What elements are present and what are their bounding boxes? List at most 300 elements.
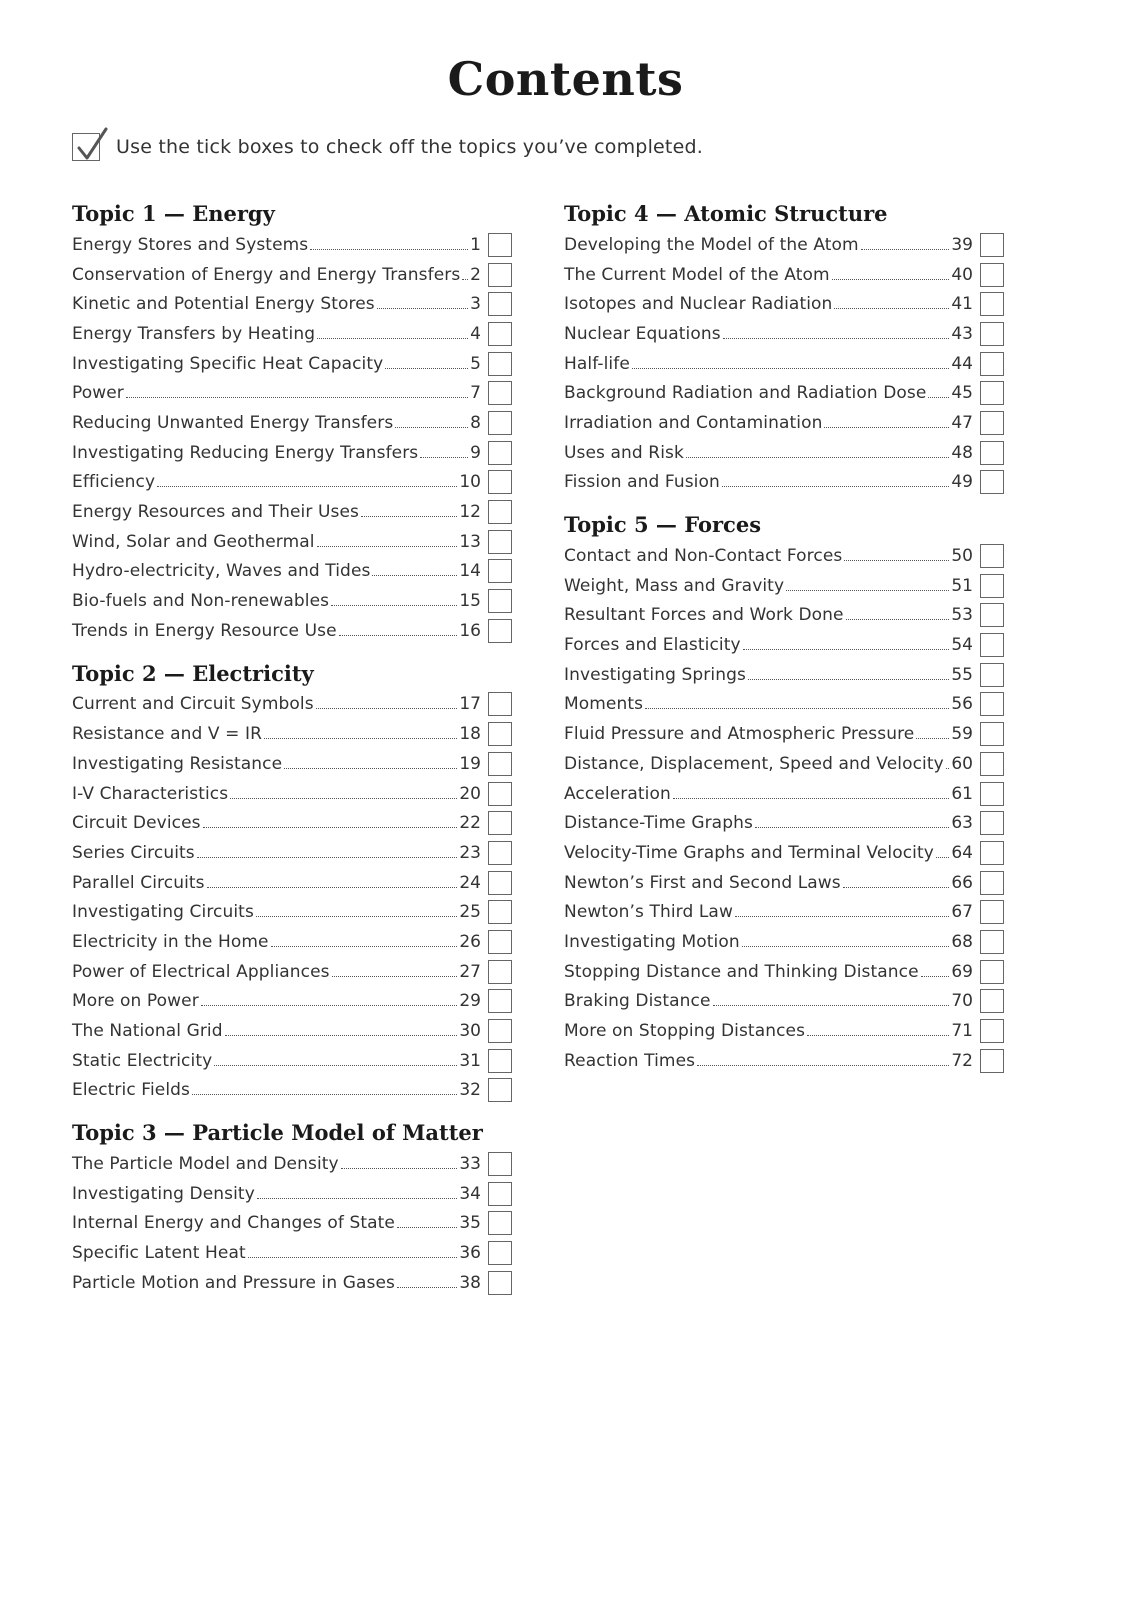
entry-title: Static Electricity xyxy=(72,1050,213,1071)
tick-box[interactable] xyxy=(980,544,1004,568)
contents-entry xyxy=(72,408,512,438)
contents-entry xyxy=(564,378,1004,408)
tick-box[interactable] xyxy=(488,752,512,776)
contents-entry xyxy=(564,719,1004,749)
contents-entry xyxy=(72,497,512,527)
contents-entry xyxy=(72,719,512,749)
page-number: 5 xyxy=(470,353,481,374)
tick-box[interactable] xyxy=(980,322,1004,346)
contents-entry xyxy=(72,260,512,290)
entry-title: The National Grid xyxy=(72,1021,223,1042)
contents-entry xyxy=(72,1238,512,1268)
page-number: 36 xyxy=(459,1243,481,1264)
tick-box[interactable] xyxy=(488,1152,512,1176)
entry-title: Investigating Motion xyxy=(564,931,740,952)
entry-title: Investigating Specific Heat Capacity xyxy=(72,353,384,374)
page-number: 51 xyxy=(951,575,973,596)
dot-leader xyxy=(316,707,458,709)
page-number: 25 xyxy=(459,902,481,923)
entry-title: Series Circuits xyxy=(72,842,195,863)
tick-box[interactable] xyxy=(488,233,512,257)
tick-box[interactable] xyxy=(488,530,512,554)
page-number: 72 xyxy=(951,1050,973,1071)
dot-leader xyxy=(824,426,949,428)
page-number: 29 xyxy=(459,991,481,1012)
dot-leader xyxy=(339,634,458,636)
entry-title: The Current Model of the Atom xyxy=(564,264,830,285)
page-number: 26 xyxy=(459,931,481,952)
entry-title: Forces and Elasticity xyxy=(564,635,741,656)
contents-entry xyxy=(564,571,1004,601)
tick-box[interactable] xyxy=(488,1211,512,1235)
page-number: 68 xyxy=(951,931,973,952)
page-number: 30 xyxy=(459,1021,481,1042)
dot-leader xyxy=(632,367,949,369)
dot-leader xyxy=(361,515,457,517)
dot-leader xyxy=(844,559,949,561)
dot-leader xyxy=(397,1286,457,1288)
tick-box[interactable] xyxy=(980,263,1004,287)
entry-title: Fission and Fusion xyxy=(564,472,720,493)
dot-leader xyxy=(861,248,950,250)
dot-leader xyxy=(207,886,458,888)
dot-leader xyxy=(928,396,949,398)
dot-leader xyxy=(331,604,457,606)
page-number: 19 xyxy=(459,753,481,774)
page-number: 66 xyxy=(951,872,973,893)
tick-box[interactable] xyxy=(488,811,512,835)
tick-box[interactable] xyxy=(980,663,1004,687)
dot-leader xyxy=(735,915,949,917)
tick-box[interactable] xyxy=(488,692,512,716)
page-number: 17 xyxy=(459,694,481,715)
tick-box[interactable] xyxy=(980,574,1004,598)
page-number: 69 xyxy=(951,961,973,982)
page-number: 55 xyxy=(951,664,973,685)
contents-entry xyxy=(564,601,1004,631)
contents-entry xyxy=(72,230,512,260)
contents-entry xyxy=(564,957,1004,987)
tick-box[interactable] xyxy=(980,752,1004,776)
entry-title: Background Radiation and Radiation Dose xyxy=(564,383,927,404)
page-number: 53 xyxy=(951,605,973,626)
entry-title: Fluid Pressure and Atmospheric Pressure xyxy=(564,724,915,745)
intro-line xyxy=(72,130,703,164)
entry-title: Investigating Resistance xyxy=(72,753,283,774)
tick-box[interactable] xyxy=(488,322,512,346)
contents-entry xyxy=(72,319,512,349)
entry-title: Energy Resources and Their Uses xyxy=(72,502,359,523)
entry-title: Moments xyxy=(564,694,644,715)
page-number: 18 xyxy=(459,724,481,745)
dot-leader xyxy=(748,678,949,680)
dot-leader xyxy=(673,797,950,799)
entry-title: Particle Motion and Pressure in Gases xyxy=(72,1272,395,1293)
tick-box[interactable] xyxy=(980,900,1004,924)
dot-leader xyxy=(786,589,949,591)
entry-title: Energy Transfers by Heating xyxy=(72,323,316,344)
tick-box[interactable] xyxy=(980,381,1004,405)
page-number: 44 xyxy=(951,353,973,374)
entry-title: Distance, Displacement, Speed and Velocity xyxy=(564,753,944,774)
page-number: 56 xyxy=(951,694,973,715)
page-number: 1 xyxy=(470,234,481,255)
entry-title: Investigating Density xyxy=(72,1183,255,1204)
entry-title: Wind, Solar and Geothermal xyxy=(72,531,315,552)
page-number: 64 xyxy=(951,842,973,863)
dot-leader xyxy=(332,975,458,977)
dot-leader xyxy=(742,945,950,947)
page-number: 48 xyxy=(951,442,973,463)
dot-leader xyxy=(284,767,457,769)
page-number: 35 xyxy=(459,1213,481,1234)
dot-leader xyxy=(317,337,468,339)
tick-box[interactable] xyxy=(488,619,512,643)
topic-heading: Topic 5 — Forces xyxy=(564,512,762,538)
dot-leader xyxy=(372,574,457,576)
contents-entry xyxy=(564,230,1004,260)
dot-leader xyxy=(201,1004,458,1006)
page-number: 34 xyxy=(459,1183,481,1204)
tick-box[interactable] xyxy=(980,782,1004,806)
page-number: 15 xyxy=(459,591,481,612)
topic-section xyxy=(564,509,1004,1075)
entry-title: Contact and Non-Contact Forces xyxy=(564,546,843,567)
contents-entry xyxy=(564,319,1004,349)
tick-box[interactable] xyxy=(488,930,512,954)
entry-title: Reducing Unwanted Energy Transfers xyxy=(72,412,394,433)
dot-leader xyxy=(377,307,468,309)
topic-section xyxy=(72,198,512,646)
topic-section xyxy=(72,658,512,1106)
page-number: 59 xyxy=(951,724,973,745)
page-number: 32 xyxy=(459,1080,481,1101)
dot-leader xyxy=(397,1226,457,1228)
page-number: 12 xyxy=(459,502,481,523)
tick-box[interactable] xyxy=(980,841,1004,865)
contents-entry xyxy=(564,749,1004,779)
page-number: 16 xyxy=(459,620,481,641)
tick-box[interactable] xyxy=(980,352,1004,376)
contents-entry xyxy=(564,438,1004,468)
dot-leader xyxy=(157,485,457,487)
dot-leader xyxy=(946,767,950,769)
contents-entry xyxy=(564,349,1004,379)
page-number: 50 xyxy=(951,546,973,567)
page-number: 27 xyxy=(459,961,481,982)
dot-leader xyxy=(192,1093,457,1095)
tick-box[interactable] xyxy=(488,841,512,865)
contents-entry xyxy=(72,1016,512,1046)
tick-box[interactable] xyxy=(488,500,512,524)
page-number: 43 xyxy=(951,323,973,344)
page-number: 70 xyxy=(951,991,973,1012)
contents-entry xyxy=(564,468,1004,498)
topic-heading: Topic 3 — Particle Model of Matter xyxy=(72,1120,483,1146)
page-number: 41 xyxy=(951,294,973,315)
dot-leader xyxy=(230,797,457,799)
page-number: 14 xyxy=(459,561,481,582)
tick-box[interactable] xyxy=(488,1078,512,1102)
entry-title: Hydro-electricity, Waves and Tides xyxy=(72,561,371,582)
contents-entry xyxy=(72,289,512,319)
page-number: 13 xyxy=(459,531,481,552)
dot-leader xyxy=(723,337,950,339)
entry-title: Stopping Distance and Thinking Distance xyxy=(564,961,919,982)
entry-title: Circuit Devices xyxy=(72,813,201,834)
contents-entry xyxy=(564,897,1004,927)
entry-title: Bio-fuels and Non-renewables xyxy=(72,591,330,612)
entry-title: I-V Characteristics xyxy=(72,783,229,804)
tick-box[interactable] xyxy=(488,722,512,746)
tick-box[interactable] xyxy=(488,1182,512,1206)
page-number: 9 xyxy=(470,442,481,463)
contents-entry xyxy=(564,1016,1004,1046)
contents-entry xyxy=(72,557,512,587)
contents-entry xyxy=(72,468,512,498)
contents-entry xyxy=(72,527,512,557)
contents-entry xyxy=(564,779,1004,809)
dot-leader xyxy=(645,707,949,709)
page-number: 45 xyxy=(951,383,973,404)
tick-box[interactable] xyxy=(488,989,512,1013)
entry-title: Power xyxy=(72,383,124,404)
entry-title: Kinetic and Potential Energy Stores xyxy=(72,294,375,315)
tick-box[interactable] xyxy=(980,871,1004,895)
checkmark-icon xyxy=(72,133,100,161)
contents-entry xyxy=(72,957,512,987)
page-number: 54 xyxy=(951,635,973,656)
page-number: 10 xyxy=(459,472,481,493)
contents-entry xyxy=(564,408,1004,438)
tick-box[interactable] xyxy=(488,1019,512,1043)
dot-leader xyxy=(743,648,950,650)
contents-entry xyxy=(72,1076,512,1106)
tick-box[interactable] xyxy=(488,292,512,316)
page-number: 7 xyxy=(470,383,481,404)
entry-title: Current and Circuit Symbols xyxy=(72,694,314,715)
dot-leader xyxy=(755,826,949,828)
tick-box[interactable] xyxy=(980,603,1004,627)
entry-title: More on Power xyxy=(72,991,199,1012)
entry-title: Isotopes and Nuclear Radiation xyxy=(564,294,833,315)
entry-title: Developing the Model of the Atom xyxy=(564,234,859,255)
contents-entry xyxy=(564,868,1004,898)
dot-leader xyxy=(807,1034,949,1036)
tick-box[interactable] xyxy=(488,782,512,806)
contents-entry xyxy=(72,378,512,408)
dot-leader xyxy=(257,1197,458,1199)
entry-title: Distance-Time Graphs xyxy=(564,813,753,834)
entry-title: Newton’s Third Law xyxy=(564,902,733,923)
tick-box[interactable] xyxy=(980,411,1004,435)
contents-entry xyxy=(72,838,512,868)
entry-title: Nuclear Equations xyxy=(564,323,721,344)
contents-entry xyxy=(72,1179,512,1209)
tick-box[interactable] xyxy=(488,470,512,494)
page-number: 38 xyxy=(459,1272,481,1293)
dot-leader xyxy=(385,367,468,369)
intro-text: Use the tick boxes to check off the topics you’ve completed. xyxy=(116,136,703,158)
contents-entry xyxy=(72,438,512,468)
dot-leader xyxy=(846,618,950,620)
contents-entry xyxy=(564,808,1004,838)
tick-box[interactable] xyxy=(980,292,1004,316)
entry-title: Braking Distance xyxy=(564,991,711,1012)
entry-title: Irradiation and Contamination xyxy=(564,412,823,433)
dot-leader xyxy=(225,1034,458,1036)
tick-box[interactable] xyxy=(488,411,512,435)
page-number: 63 xyxy=(951,813,973,834)
tick-box[interactable] xyxy=(980,233,1004,257)
dot-leader xyxy=(462,278,468,280)
contents-entry xyxy=(564,630,1004,660)
contents-entry xyxy=(72,1149,512,1179)
dot-leader xyxy=(264,737,457,739)
contents-entry xyxy=(564,690,1004,720)
dot-leader xyxy=(916,737,949,739)
tick-box[interactable] xyxy=(980,441,1004,465)
tick-box[interactable] xyxy=(488,1271,512,1295)
entry-title: Reaction Times xyxy=(564,1050,696,1071)
contents-entry xyxy=(564,260,1004,290)
entry-title: Half-life xyxy=(564,353,630,374)
entry-title: Efficiency xyxy=(72,472,156,493)
page-number: 24 xyxy=(459,872,481,893)
topic-section xyxy=(564,198,1004,497)
entry-title: Velocity-Time Graphs and Terminal Velocity xyxy=(564,842,934,863)
topic-heading: Topic 2 — Electricity xyxy=(72,660,314,686)
dot-leader xyxy=(722,485,950,487)
page-number: 71 xyxy=(951,1021,973,1042)
tick-box[interactable] xyxy=(980,989,1004,1013)
tick-box[interactable] xyxy=(980,930,1004,954)
tick-box[interactable] xyxy=(488,1241,512,1265)
entry-title: Investigating Circuits xyxy=(72,902,254,923)
tick-box[interactable] xyxy=(488,1049,512,1073)
tick-box[interactable] xyxy=(488,871,512,895)
entry-title: Resultant Forces and Work Done xyxy=(564,605,844,626)
tick-box[interactable] xyxy=(488,589,512,613)
entry-title: Conservation of Energy and Energy Transfers xyxy=(72,264,461,285)
dot-leader xyxy=(317,545,458,547)
page-number: 67 xyxy=(951,902,973,923)
page-number: 20 xyxy=(459,783,481,804)
tick-box[interactable] xyxy=(980,1049,1004,1073)
entry-title: Specific Latent Heat xyxy=(72,1243,246,1264)
tick-box[interactable] xyxy=(488,559,512,583)
contents-entry xyxy=(72,349,512,379)
contents-entry xyxy=(72,868,512,898)
entry-title: Newton’s First and Second Laws xyxy=(564,872,841,893)
dot-leader xyxy=(843,886,950,888)
contents-entry xyxy=(564,541,1004,571)
dot-leader xyxy=(832,278,950,280)
tick-box[interactable] xyxy=(488,352,512,376)
tick-box[interactable] xyxy=(980,960,1004,984)
page-number: 23 xyxy=(459,842,481,863)
tick-box[interactable] xyxy=(488,960,512,984)
dot-leader xyxy=(256,915,457,917)
tick-box[interactable] xyxy=(980,1019,1004,1043)
dot-leader xyxy=(203,826,458,828)
contents-entry xyxy=(72,1046,512,1076)
entry-title: Electric Fields xyxy=(72,1080,190,1101)
dot-leader xyxy=(697,1064,949,1066)
page-number: 49 xyxy=(951,472,973,493)
contents-entry xyxy=(72,690,512,720)
contents-entry xyxy=(72,897,512,927)
tick-box[interactable] xyxy=(980,633,1004,657)
contents-entry xyxy=(72,1209,512,1239)
dot-leader xyxy=(214,1064,457,1066)
contents-entry xyxy=(72,586,512,616)
entry-title: Energy Stores and Systems xyxy=(72,234,309,255)
entry-title: Investigating Reducing Energy Transfers xyxy=(72,442,419,463)
tick-box[interactable] xyxy=(488,441,512,465)
entry-title: Resistance and V = IR xyxy=(72,724,263,745)
page-number: 3 xyxy=(470,294,481,315)
page-number: 47 xyxy=(951,412,973,433)
dot-leader xyxy=(713,1004,950,1006)
contents-entry xyxy=(564,660,1004,690)
entry-title: Investigating Springs xyxy=(564,664,746,685)
contents-entry xyxy=(72,749,512,779)
contents-column-right xyxy=(564,198,1004,1088)
entry-title: Weight, Mass and Gravity xyxy=(564,575,785,596)
entry-title: Trends in Energy Resource Use xyxy=(72,620,337,641)
dot-leader xyxy=(921,975,950,977)
page-number: 31 xyxy=(459,1050,481,1071)
contents-entry xyxy=(72,927,512,957)
page-number: 8 xyxy=(470,412,481,433)
dot-leader xyxy=(310,248,468,250)
dot-leader xyxy=(420,456,468,458)
page-number: 61 xyxy=(951,783,973,804)
dot-leader xyxy=(341,1167,458,1169)
tick-box[interactable] xyxy=(488,900,512,924)
tick-box[interactable] xyxy=(980,692,1004,716)
page-number: 22 xyxy=(459,813,481,834)
entry-title: More on Stopping Distances xyxy=(564,1021,806,1042)
tick-box[interactable] xyxy=(488,381,512,405)
contents-entry xyxy=(72,1268,512,1298)
contents-column-left xyxy=(72,198,512,1310)
contents-entry xyxy=(564,927,1004,957)
contents-entry xyxy=(564,1046,1004,1076)
contents-entry xyxy=(564,987,1004,1017)
tick-box[interactable] xyxy=(980,470,1004,494)
topic-section xyxy=(72,1117,512,1297)
contents-entry xyxy=(72,616,512,646)
contents-entry xyxy=(72,987,512,1017)
entry-title: Uses and Risk xyxy=(564,442,684,463)
page-number: 4 xyxy=(470,323,481,344)
entry-title: Electricity in the Home xyxy=(72,931,269,952)
contents-entry xyxy=(564,838,1004,868)
tick-box[interactable] xyxy=(980,722,1004,746)
topic-heading: Topic 4 — Atomic Structure xyxy=(564,201,888,226)
contents-entry xyxy=(564,289,1004,319)
dot-leader xyxy=(834,307,949,309)
dot-leader xyxy=(686,456,949,458)
tick-box[interactable] xyxy=(980,811,1004,835)
tick-box[interactable] xyxy=(488,263,512,287)
page-title: Contents xyxy=(447,52,684,106)
contents-entry xyxy=(72,779,512,809)
page-number: 33 xyxy=(459,1154,481,1175)
dot-leader xyxy=(395,426,468,428)
